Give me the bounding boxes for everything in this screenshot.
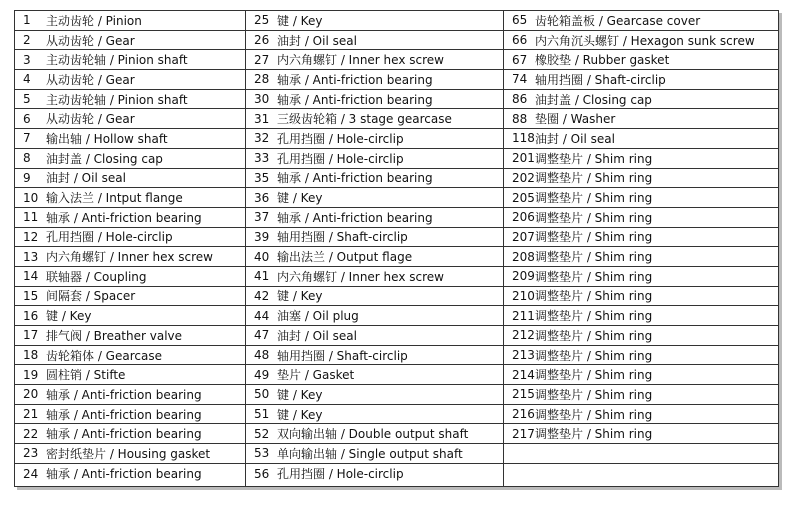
part-number: 202 xyxy=(512,170,535,185)
table-row xyxy=(246,326,503,346)
table-row xyxy=(246,70,503,90)
part-name: 从动齿轮 / Gear xyxy=(46,72,135,87)
part-name: 输出轴 / Hollow shaft xyxy=(46,131,168,146)
table-row xyxy=(504,365,778,385)
part-name: 键 / Key xyxy=(277,191,323,206)
part-name: 从动齿轮 / Gear xyxy=(46,33,135,48)
part-name: 轴用挡圈 / Shaft-circlip xyxy=(277,230,408,245)
part-number: 10 xyxy=(23,190,39,205)
table-row xyxy=(246,287,503,307)
part-number: 214 xyxy=(512,367,535,382)
table-row xyxy=(15,11,245,31)
part-number: 2 xyxy=(23,33,31,48)
part-number: 213 xyxy=(512,348,535,363)
table-row xyxy=(15,228,245,248)
table-row xyxy=(15,365,245,385)
part-number: 26 xyxy=(254,33,270,48)
table-row xyxy=(504,50,778,70)
table-row xyxy=(504,129,778,149)
part-name: 调整垫片 / Shim ring xyxy=(535,348,653,363)
part-number: 66 xyxy=(512,33,528,48)
part-name: 轴承 / Anti-friction bearing xyxy=(46,467,202,482)
table-row xyxy=(15,90,245,110)
table-row xyxy=(246,424,503,444)
part-number: 40 xyxy=(254,249,270,264)
table-row xyxy=(246,346,503,366)
table-row xyxy=(504,208,778,228)
table-row xyxy=(15,129,245,149)
part-number: 13 xyxy=(23,249,39,264)
part-name: 垫片 / Gasket xyxy=(277,368,355,383)
part-number: 86 xyxy=(512,92,528,107)
table-row xyxy=(15,188,245,208)
part-number: 20 xyxy=(23,387,39,402)
table-row xyxy=(246,109,503,129)
table-row xyxy=(246,385,503,405)
part-name: 调整垫片 / Shim ring xyxy=(535,151,653,166)
parts-column-1 xyxy=(15,11,246,486)
part-number: 217 xyxy=(512,426,535,441)
part-name: 调整垫片 / Shim ring xyxy=(535,171,653,186)
part-number: 22 xyxy=(23,426,39,441)
part-number: 30 xyxy=(254,92,270,107)
parts-grid xyxy=(15,11,778,486)
table-row xyxy=(246,228,503,248)
table-row xyxy=(246,444,503,464)
table-row xyxy=(15,70,245,90)
part-number: 215 xyxy=(512,387,535,402)
part-name: 油封 / Oil seal xyxy=(535,131,615,146)
table-row xyxy=(15,149,245,169)
part-name: 调整垫片 / Shim ring xyxy=(535,269,653,284)
table-row xyxy=(15,267,245,287)
table-row xyxy=(15,287,245,307)
table-row xyxy=(246,365,503,385)
table-row xyxy=(15,405,245,425)
part-name: 油封 / Oil seal xyxy=(277,33,357,48)
part-name: 橡胶垫 / Rubber gasket xyxy=(535,53,670,68)
table-row xyxy=(246,129,503,149)
part-name: 从动齿轮 / Gear xyxy=(46,112,135,127)
part-number: 5 xyxy=(23,92,31,107)
part-name: 轴承 / Anti-friction bearing xyxy=(46,427,202,442)
part-name: 单向输出轴 / Single output shaft xyxy=(277,446,463,461)
part-name: 调整垫片 / Shim ring xyxy=(535,387,653,402)
part-number: 208 xyxy=(512,249,535,264)
table-row xyxy=(504,405,778,425)
part-number: 67 xyxy=(512,52,528,67)
part-number: 37 xyxy=(254,210,270,225)
table-row xyxy=(504,169,778,189)
part-name: 轴用挡圈 / Shaft-circlip xyxy=(535,72,666,87)
part-name: 键 / Key xyxy=(277,387,323,402)
part-number: 32 xyxy=(254,131,270,146)
part-number: 27 xyxy=(254,52,270,67)
part-number: 65 xyxy=(512,13,528,28)
part-number: 35 xyxy=(254,170,270,185)
part-name: 调整垫片 / Shim ring xyxy=(535,250,653,265)
part-name: 主动齿轮轴 / Pinion shaft xyxy=(46,53,188,68)
table-row xyxy=(504,11,778,31)
part-number: 18 xyxy=(23,348,39,363)
part-name: 垫圈 / Washer xyxy=(535,112,616,127)
part-number: 4 xyxy=(23,72,31,87)
part-number: 206 xyxy=(512,210,535,225)
table-row xyxy=(246,405,503,425)
part-name: 孔用挡圈 / Hole-circlip xyxy=(277,467,404,482)
part-number: 47 xyxy=(254,328,270,343)
part-name: 油封盖 / Closing cap xyxy=(46,151,163,166)
part-number: 56 xyxy=(254,466,270,481)
part-number: 24 xyxy=(23,466,39,481)
part-name: 油封盖 / Closing cap xyxy=(535,92,652,107)
part-number: 36 xyxy=(254,190,270,205)
part-number: 118 xyxy=(512,131,535,146)
part-number: 207 xyxy=(512,229,535,244)
parts-column-2 xyxy=(246,11,504,486)
part-name: 齿轮箱体 / Gearcase xyxy=(46,348,162,363)
part-number: 31 xyxy=(254,111,270,126)
part-name: 键 / Key xyxy=(277,407,323,422)
part-name: 调整垫片 / Shim ring xyxy=(535,368,653,383)
table-row xyxy=(15,326,245,346)
table-row xyxy=(504,70,778,90)
part-name: 孔用挡圈 / Hole-circlip xyxy=(277,151,404,166)
part-number: 28 xyxy=(254,72,270,87)
table-row xyxy=(504,444,778,464)
part-name: 轴承 / Anti-friction bearing xyxy=(277,92,433,107)
part-number: 7 xyxy=(23,131,31,146)
part-number: 210 xyxy=(512,288,535,303)
part-number: 3 xyxy=(23,52,31,67)
part-number: 33 xyxy=(254,151,270,166)
part-name: 轴承 / Anti-friction bearing xyxy=(277,171,433,186)
table-row xyxy=(246,149,503,169)
part-name: 轴承 / Anti-friction bearing xyxy=(277,210,433,225)
table-row xyxy=(246,169,503,189)
part-number: 42 xyxy=(254,288,270,303)
table-row xyxy=(504,267,778,287)
table-row xyxy=(15,50,245,70)
table-row xyxy=(246,31,503,51)
part-name: 调整垫片 / Shim ring xyxy=(535,427,653,442)
table-row xyxy=(504,109,778,129)
part-number: 44 xyxy=(254,308,270,323)
part-name: 内六角螺钉 / Inner hex screw xyxy=(46,250,213,265)
part-number: 6 xyxy=(23,111,31,126)
part-number: 212 xyxy=(512,328,535,343)
part-name: 油封 / Oil seal xyxy=(277,328,357,343)
part-number: 209 xyxy=(512,269,535,284)
table-row xyxy=(246,11,503,31)
table-row xyxy=(246,464,503,484)
part-number: 51 xyxy=(254,407,270,422)
table-row xyxy=(504,90,778,110)
part-name: 联轴器 / Coupling xyxy=(46,269,147,284)
parts-list-table xyxy=(14,10,779,487)
table-row xyxy=(15,169,245,189)
table-row xyxy=(246,267,503,287)
part-name: 调整垫片 / Shim ring xyxy=(535,309,653,324)
table-row xyxy=(504,149,778,169)
table-row xyxy=(15,346,245,366)
part-name: 双向输出轴 / Double output shaft xyxy=(277,427,469,442)
table-row xyxy=(504,424,778,444)
part-name: 轴承 / Anti-friction bearing xyxy=(46,407,202,422)
part-number: 19 xyxy=(23,367,39,382)
table-row xyxy=(15,385,245,405)
part-number: 39 xyxy=(254,229,270,244)
table-row xyxy=(246,208,503,228)
part-name: 调整垫片 / Shim ring xyxy=(535,230,653,245)
part-number: 15 xyxy=(23,288,39,303)
table-row xyxy=(15,247,245,267)
table-row xyxy=(15,464,245,484)
part-name: 键 / Key xyxy=(277,13,323,28)
part-number: 23 xyxy=(23,446,39,461)
table-row xyxy=(504,385,778,405)
part-number: 41 xyxy=(254,269,270,284)
part-name: 调整垫片 / Shim ring xyxy=(535,191,653,206)
table-row xyxy=(504,326,778,346)
part-number: 52 xyxy=(254,426,270,441)
table-row xyxy=(15,208,245,228)
part-name: 轴承 / Anti-friction bearing xyxy=(46,387,202,402)
table-row xyxy=(504,287,778,307)
part-number: 88 xyxy=(512,111,528,126)
table-row xyxy=(246,306,503,326)
part-number: 48 xyxy=(254,348,270,363)
part-name: 孔用挡圈 / Hole-circlip xyxy=(46,230,173,245)
table-row xyxy=(15,444,245,464)
part-number: 201 xyxy=(512,151,535,166)
part-name: 调整垫片 / Shim ring xyxy=(535,407,653,422)
part-name: 输入法兰 / Intput flange xyxy=(46,191,183,206)
part-name: 调整垫片 / Shim ring xyxy=(535,210,653,225)
table-row xyxy=(246,247,503,267)
part-name: 密封纸垫片 / Housing gasket xyxy=(46,446,211,461)
part-number: 11 xyxy=(23,210,39,225)
part-name: 孔用挡圈 / Hole-circlip xyxy=(277,131,404,146)
part-name: 内六角沉头螺钉 / Hexagon sunk screw xyxy=(535,33,755,48)
part-name: 调整垫片 / Shim ring xyxy=(535,289,653,304)
table-row xyxy=(15,109,245,129)
parts-column-3 xyxy=(504,11,778,486)
table-row xyxy=(504,31,778,51)
part-number: 216 xyxy=(512,407,535,422)
part-name: 内六角螺钉 / Inner hex screw xyxy=(277,269,444,284)
part-number: 9 xyxy=(23,170,31,185)
table-row xyxy=(504,188,778,208)
part-number: 49 xyxy=(254,367,270,382)
part-name: 调整垫片 / Shim ring xyxy=(535,328,653,343)
part-name: 三级齿轮箱 / 3 stage gearcase xyxy=(277,112,452,127)
table-row xyxy=(15,306,245,326)
part-number: 14 xyxy=(23,269,39,284)
part-number: 17 xyxy=(23,328,39,343)
part-name: 油塞 / Oil plug xyxy=(277,309,359,324)
part-name: 内六角螺钉 / Inner hex screw xyxy=(277,53,444,68)
table-row xyxy=(15,31,245,51)
part-name: 轴承 / Anti-friction bearing xyxy=(277,72,433,87)
part-name: 间隔套 / Spacer xyxy=(46,289,136,304)
table-row xyxy=(504,346,778,366)
part-name: 主动齿轮 / Pinion xyxy=(46,13,142,28)
part-number: 50 xyxy=(254,387,270,402)
part-number: 8 xyxy=(23,151,31,166)
table-row xyxy=(246,50,503,70)
part-name: 圆柱销 / Stifte xyxy=(46,368,126,383)
table-row xyxy=(504,247,778,267)
table-row xyxy=(15,424,245,444)
table-row xyxy=(504,464,778,484)
part-name: 排气阀 / Breather valve xyxy=(46,328,183,343)
part-name: 轴承 / Anti-friction bearing xyxy=(46,210,202,225)
table-row xyxy=(504,306,778,326)
part-number: 16 xyxy=(23,308,39,323)
part-name: 键 / Key xyxy=(277,289,323,304)
part-name: 油封 / Oil seal xyxy=(46,171,126,186)
part-number: 25 xyxy=(254,13,270,28)
table-row xyxy=(504,228,778,248)
part-number: 211 xyxy=(512,308,535,323)
part-name: 主动齿轮轴 / Pinion shaft xyxy=(46,92,188,107)
part-name: 齿轮箱盖板 / Gearcase cover xyxy=(535,13,701,28)
part-number: 74 xyxy=(512,72,528,87)
part-name: 键 / Key xyxy=(46,309,92,324)
part-number: 12 xyxy=(23,229,39,244)
part-number: 21 xyxy=(23,407,39,422)
part-number: 1 xyxy=(23,13,31,28)
part-number: 53 xyxy=(254,446,270,461)
part-number: 205 xyxy=(512,190,535,205)
part-name: 轴用挡圈 / Shaft-circlip xyxy=(277,348,408,363)
table-row xyxy=(246,188,503,208)
part-name: 输出法兰 / Output flage xyxy=(277,250,413,265)
table-row xyxy=(246,90,503,110)
